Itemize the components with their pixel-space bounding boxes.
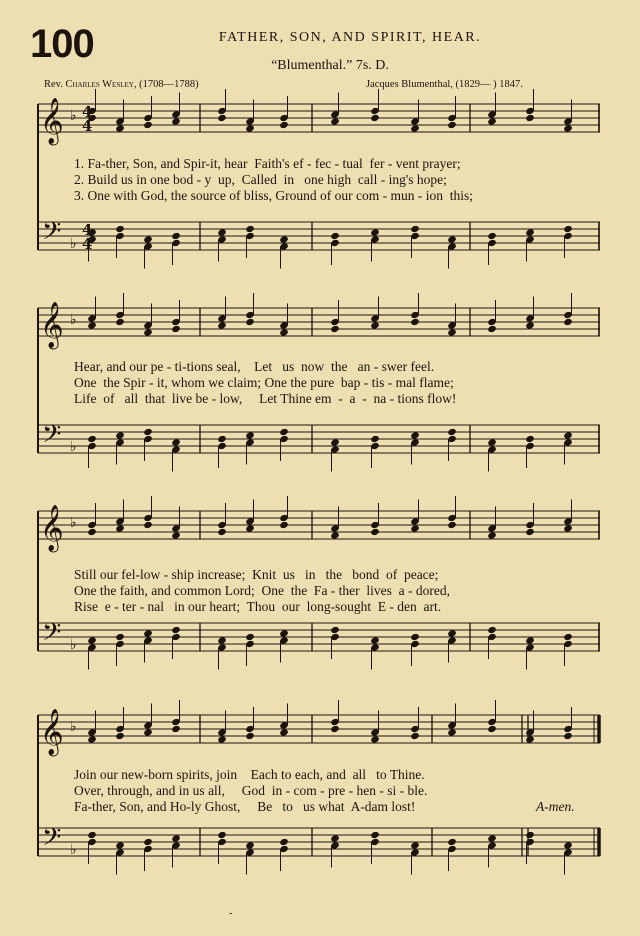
time-signature-digit: 4 (82, 117, 93, 135)
note-head (143, 235, 153, 243)
note-head (487, 232, 497, 240)
note-head (447, 728, 457, 736)
footer-mark: - (229, 908, 233, 919)
note-head (217, 636, 227, 644)
note-head (525, 735, 535, 743)
bass-clef-icon: 𝄢 (42, 618, 62, 653)
note-head (245, 225, 255, 233)
note-head (143, 629, 153, 637)
lyric-line: Join our new-born spirits, join Each to each, and all to Thine. (74, 767, 425, 782)
flat-icon: ♭ (70, 638, 77, 653)
note-head (217, 228, 227, 236)
note-head (410, 633, 420, 641)
lyric-line: Still our fel-low - ship increase; Knit us in the bond of peace; (74, 567, 439, 582)
note-head (487, 725, 497, 733)
note-head (279, 235, 289, 243)
note-head (143, 328, 153, 336)
note-head (217, 831, 227, 839)
note-head (245, 633, 255, 641)
note-head (525, 228, 535, 236)
flat-icon: ♭ (70, 843, 77, 858)
note-head (563, 318, 573, 326)
note-head (115, 732, 125, 740)
note-head (279, 328, 289, 336)
flat-icon: ♭ (70, 440, 77, 455)
note-head (330, 834, 340, 842)
note-head (370, 435, 380, 443)
note-head (279, 428, 289, 436)
note-head (370, 114, 380, 122)
note-head (245, 124, 255, 132)
note-head (525, 435, 535, 443)
note-head (563, 431, 573, 439)
note-head (171, 834, 181, 842)
lyric-line: 2. Build us in one bod - y up, Called in one high call - ing's hope; (74, 172, 447, 187)
note-head (245, 318, 255, 326)
lyric-line: Rise e - ter - nal in our heart; Thou our long-sought E - den art. (74, 599, 442, 614)
note-head (525, 636, 535, 644)
lyric-line: Fa-ther, Son, and Ho-ly Ghost, Be to us what A-dam lost! (74, 799, 416, 814)
note-head (143, 728, 153, 736)
note-head (447, 235, 457, 243)
note-head (410, 732, 420, 740)
lyric-line: 1. Fa-ther, Son, and Spir-it, hear Faith's ef - fec - tual fer - vent prayer; (74, 156, 461, 171)
note-head (330, 232, 340, 240)
note-head (279, 521, 289, 529)
note-head (563, 732, 573, 740)
note-head (171, 325, 181, 333)
note-head (487, 438, 497, 446)
note-head (245, 431, 255, 439)
note-head (171, 232, 181, 240)
note-head (447, 521, 457, 529)
note-head (217, 735, 227, 743)
lyric-line: Life of all that live be - low, Let Thine em - a - na - tions flow! (74, 391, 457, 406)
treble-clef-icon: 𝄞 (40, 98, 64, 144)
time-signature-digit: 4 (82, 235, 93, 253)
note-head (87, 831, 97, 839)
note-head (115, 225, 125, 233)
note-head (115, 524, 125, 532)
note-head (330, 325, 340, 333)
note-head (171, 626, 181, 634)
lyric-line: Over, through, and in us all, God in - com - pre - hen - si - ble. (74, 783, 428, 798)
treble-clef-icon: 𝄞 (40, 505, 64, 551)
note-head (525, 528, 535, 536)
note-head (279, 728, 289, 736)
author-prefix: Rev. (44, 79, 66, 90)
treble-clef-icon: 𝄞 (40, 302, 64, 348)
bass-clef-icon: 𝄢 (42, 823, 62, 858)
note-head (115, 318, 125, 326)
note-head (370, 636, 380, 644)
flat-icon: ♭ (70, 720, 77, 735)
note-head (330, 117, 340, 125)
bass-clef-icon: 𝄢 (42, 420, 62, 455)
note-head (487, 325, 497, 333)
flat-icon: ♭ (70, 237, 77, 252)
note-head (171, 725, 181, 733)
note-head (410, 524, 420, 532)
note-head (171, 117, 181, 125)
note-head (525, 114, 535, 122)
time-signature-digit: 4 (82, 103, 93, 121)
treble-clef-icon: 𝄞 (40, 709, 64, 755)
note-head (487, 626, 497, 634)
lyric-line: 3. One with God, the source of bliss, Ground of our com - mun - ion this; (74, 188, 473, 203)
note-head (115, 124, 125, 132)
note-head (330, 725, 340, 733)
note-head (563, 841, 573, 849)
note-head (330, 438, 340, 446)
note-head (410, 841, 420, 849)
lyric-line: One the Spir - it, whom we claim; One the pure bap - tis - mal flame; (74, 375, 454, 390)
note-head (217, 321, 227, 329)
note-head (410, 225, 420, 233)
note-head (447, 838, 457, 846)
amen-text: A-men. (536, 799, 575, 814)
lyric-line: One the faith, and common Lord; One the Fa - ther lives a - dored, (74, 583, 451, 598)
note-head (410, 124, 420, 132)
note-head (487, 531, 497, 539)
note-head (525, 321, 535, 329)
note-head (115, 431, 125, 439)
note-head (143, 838, 153, 846)
note-head (279, 121, 289, 129)
note-head (487, 834, 497, 842)
note-head (87, 321, 97, 329)
note-head (143, 521, 153, 529)
note-head (115, 841, 125, 849)
note-head (370, 528, 380, 536)
note-head (447, 629, 457, 637)
note-head (525, 831, 535, 839)
note-head (143, 121, 153, 129)
note-head (447, 121, 457, 129)
note-head (330, 531, 340, 539)
hymn-number: 100 (30, 22, 94, 66)
bass-clef-icon: 𝄢 (42, 217, 62, 252)
note-head (370, 735, 380, 743)
note-head (370, 831, 380, 839)
note-head (245, 732, 255, 740)
flat-icon: ♭ (70, 516, 77, 531)
author-name: Charles Wesley (65, 79, 134, 90)
composer-credit: Jacques Blumenthal, (1829— ) 1847. (366, 79, 523, 90)
note-head (370, 228, 380, 236)
note-head (171, 438, 181, 446)
author-dates: , (1708—1788) (133, 79, 199, 90)
note-head (279, 838, 289, 846)
note-head (563, 633, 573, 641)
note-head (563, 524, 573, 532)
note-head (447, 428, 457, 436)
note-head (87, 636, 97, 644)
note-head (87, 528, 97, 536)
note-head (115, 633, 125, 641)
note-head (87, 735, 97, 743)
note-head (143, 428, 153, 436)
hymn-title: FATHER, SON, AND SPIRIT, HEAR. (218, 30, 482, 45)
note-head (87, 435, 97, 443)
note-head (410, 318, 420, 326)
note-head (410, 431, 420, 439)
note-head (171, 531, 181, 539)
lyric-line: Hear, and our pe - ti-tions seal, Let us now the an - swer feel. (74, 359, 435, 374)
note-head (217, 435, 227, 443)
note-head (563, 124, 573, 132)
note-head (447, 328, 457, 336)
note-head (245, 524, 255, 532)
note-head (563, 225, 573, 233)
flat-icon: ♭ (70, 109, 77, 124)
time-signature-digit: 4 (82, 221, 93, 239)
note-head (487, 117, 497, 125)
tune-name: “Blumenthal.” 7s. D. (271, 58, 389, 73)
note-head (370, 321, 380, 329)
note-head (217, 114, 227, 122)
note-head (330, 626, 340, 634)
note-head (245, 841, 255, 849)
note-head (279, 629, 289, 637)
flat-icon: ♭ (70, 313, 77, 328)
note-head (217, 528, 227, 536)
